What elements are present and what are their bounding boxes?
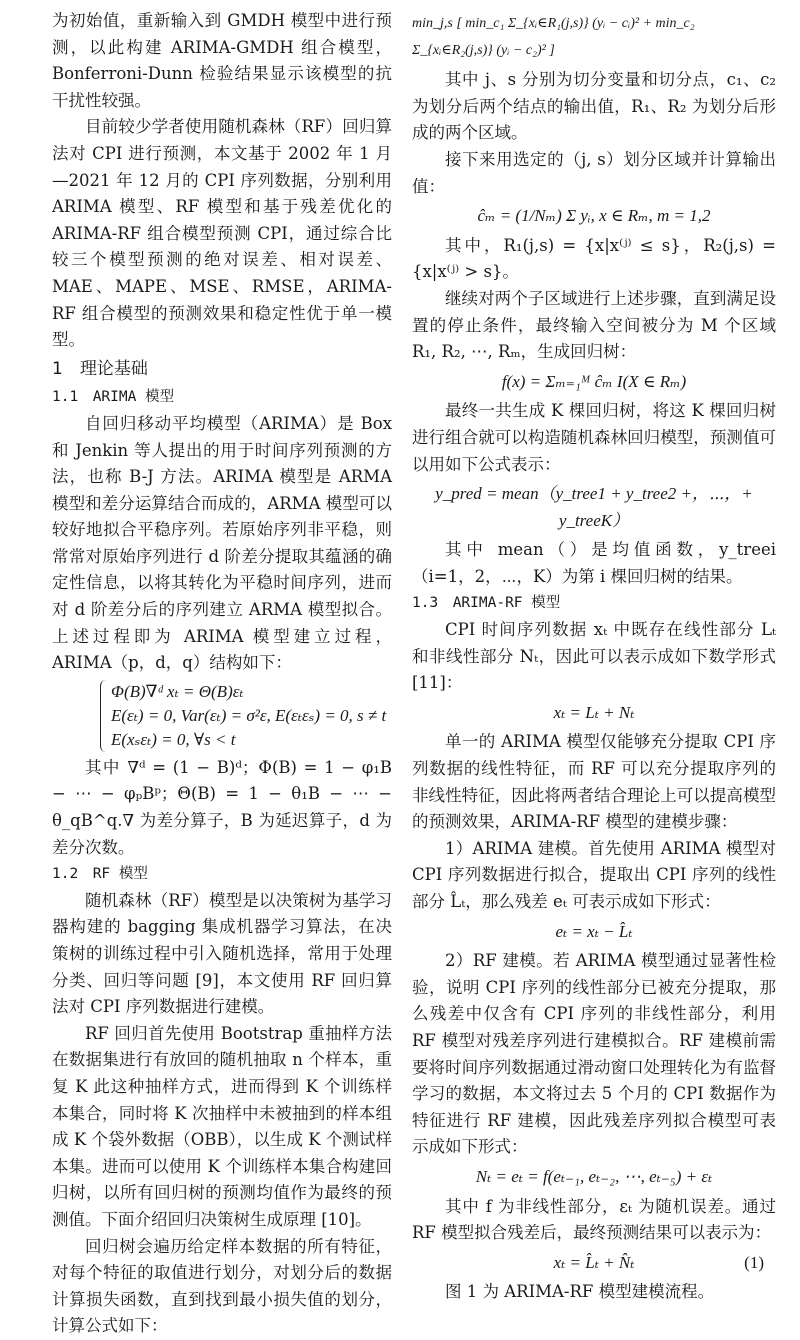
subsection-heading: 1.2 RF 模型 xyxy=(52,866,148,883)
paragraph: 接下来用选定的（j, s）划分区域并计算输出值： xyxy=(412,149,776,196)
formula: y_pred = mean（y_tree1 + y_tree2 +，⋯，+ y_treeK） xyxy=(435,484,758,530)
equation-line: E(εₜ) = 0, Var(εₜ) = σ²ε, E(εₜεₛ) = 0, s ≠ t xyxy=(111,705,387,725)
formula: xₜ = L̂ₜ + N̂ₜ xyxy=(553,1252,635,1272)
formula: eₜ = xₜ − L̂ₜ xyxy=(555,921,633,941)
paragraph: 其中 f 为非线性部分，εₜ 为随机误差。通过 RF 模型拟合残差后，最终预测结果可以表示为： xyxy=(412,1196,776,1243)
paragraph: 2）RF 建模。若 ARIMA 模型通过显著性检验，说明 CPI 序列的线性部分已被充分提取，那么残差中仅含有 CPI 序列的非线性部分，利用 RF 模型对残差序列进行建模拟合。RF 建模前需要将时间序列数据通过滑动窗口处理转化为有监督学习的数据，本文将过去 5 个月的 CPI 数据作为特征进行 RF 建模，因此残差序列拟合模型可表示成如下形式： xyxy=(412,951,776,1157)
left-column xyxy=(52,8,392,1340)
paragraph: 其中，R₁(j,s) = {x|x⁽ʲ⁾ ≤ s}，R₂(j,s) = {x|x⁽ʲ⁾ > s}。 xyxy=(412,235,776,282)
paragraph: 图 1 为 ARIMA-RF 模型建模流程。 xyxy=(445,1282,715,1302)
equation-line: E(xₛεₜ) = 0, ∀s < t xyxy=(111,729,236,749)
section-heading: 1 理论基础 xyxy=(52,358,148,379)
paragraph: CPI 时间序列数据 xₜ 中既存在线性部分 Lₜ 和非线性部分 Nₜ，因此可以表示成如下数学形式 [11]： xyxy=(412,620,776,693)
formula: Nₜ = eₜ = f(eₜ₋₁, eₜ₋₂, ⋯, eₜ₋₅) + εₜ xyxy=(475,1166,713,1186)
paragraph: 1）ARIMA 建模。首先使用 ARIMA 模型对 CPI 序列数据进行拟合，提取出 CPI 序列的线性部分 L̂ₜ，那么残差 eₜ 可表示成如下形式： xyxy=(412,838,776,911)
equation-system xyxy=(100,680,392,752)
paragraph: 其中 ∇ᵈ = (1 − B)ᵈ；Φ(B) = 1 − φ₁B − ⋯ − φₚBᵖ；Θ(B) = 1 − θ₁B − ⋯ − θ_qB^q.∇ 为差分算子，B 为延迟算子，d 为差分次数。 xyxy=(52,757,392,857)
paragraph: 其中 mean（）是均值函数，y_treei（i=1，2，⋯，K）为第 i 棵回归树的结果。 xyxy=(412,540,776,586)
equation-number: (1) xyxy=(744,1252,764,1272)
right-column xyxy=(412,8,776,1306)
paragraph: RF 回归首先使用 Bootstrap 重抽样方法在数据集进行有放回的随机抽取 n 个样本，重复 K 此这种抽样方式，进而得到 K 个训练样本集合，同时将 K 次抽样中未被抽到的样本组成 K 个袋外数据（OBB），以生成 K 个测试样本集。进而可以使用 K 个训练样本集合构建回归树，以所有回归树的预测均值作为最终的预测值。下面介绍回归决策树生成原理 [10]。 xyxy=(52,1023,392,1229)
paragraph: 最终一共生成 K 棵回归树，将这 K 棵回归树进行组合就可以构造随机森林回归模型，预测值可以用如下公式表示： xyxy=(412,401,776,474)
formula: f(x) = Σₘ₌₁ᴹ ĉₘ I(X ∈ Rₘ) xyxy=(501,371,687,391)
paragraph: 继续对两个子区域进行上述步骤，直到满足设置的停止条件，最终输入空间被分为 M 个区域 R₁, R₂, ⋯, Rₘ，生成回归树： xyxy=(412,288,776,362)
paragraph: 单一的 ARIMA 模型仅能够充分提取 CPI 序列数据的线性特征，而 RF 可以充分提取序列的非线性特征，因此将两者结合理论上可以提高模型的预测效果，ARIMA-RF 模型的建模步骤： xyxy=(412,732,776,832)
paragraph: 随机森林（RF）模型是以决策树为基学习器构建的 bagging 集成机器学习算法，在决策树的训练过程中引入随机选择，常用于处理分类、回归等问题 [9]，本文使用 RF 回归算法对 CPI 序列数据进行建模。 xyxy=(52,890,392,1017)
paragraph: 自回归移动平均模型（ARIMA）是 Box 和 Jenkin 等人提出的用于时间序列预测的方法，也称 B-J 方法。ARIMA 模型是 ARMA 模型和差分运算结合而成的，ARMA 模型可以较好地拟合平稳序列。若原始序列非平稳，则常常对原始序列进行 d 阶差分提取其蕴涵的确定性信息，以将其转化为平稳时间序列，进而对 d 阶差分后的序列建立 ARMA 模型拟合。上述过程即为 ARIMA 模型建立过程，ARIMA（p，d，q）结构如下： xyxy=(52,413,392,673)
numbered-formula xyxy=(412,1250,776,1277)
paragraph: 其中 j、s 分别为切分变量和切分点，c₁、c₂ 为划分后两个结点的输出值，R₁、R₂ 为划分后形成的两个区域。 xyxy=(412,70,776,143)
paragraph: 回归树会遍历给定样本数据的所有特征，对每个特征的取值进行划分，对划分后的数据计算损失函数，直到找到最小损失值的划分，计算公式如下： xyxy=(52,1236,392,1336)
equation-line: Φ(B)∇ᵈ xₜ = Θ(B)εₜ xyxy=(111,681,244,701)
formula: ĉₘ = (1/Nₘ) Σ yᵢ, x ∈ Rₘ, m = 1,2 xyxy=(477,206,711,226)
paragraph: 为初始值，重新输入到 GMDH 模型中进行预测，以此构建 ARIMA-GMDH 组合模型，Bonferroni-Dunn 检验结果显示该模型的抗干扰性较强。 xyxy=(52,11,392,110)
subsection-heading: 1.1 ARIMA 模型 xyxy=(52,389,175,406)
formula: min_j,s [ min_c₁ Σ_{xᵢ∈R₁(j,s)} (yᵢ − cᵢ)² + min_c₂ Σ_{xᵢ∈R₂(j,s)} (yᵢ − c₂)² ] xyxy=(412,16,699,58)
formula: xₜ = Lₜ + Nₜ xyxy=(553,702,635,722)
subsection-heading: 1.3 ARIMA-RF 模型 xyxy=(412,595,561,612)
paragraph: 目前较少学者使用随机森林（RF）回归算法对 CPI 进行预测，本文基于 2002 年 1 月—2021 年 12 月的 CPI 序列数据，分别利用 ARIMA 模型、RF 模型和基于残差优化的 ARIMA-RF 组合模型预测 CPI，通过综合比较三个模型预测的绝对误差、相对误差、MAE、MAPE、MSE、RMSE，ARIMA-RF 组合模型的预测效果和稳定性优于单一模型。 xyxy=(52,117,392,350)
